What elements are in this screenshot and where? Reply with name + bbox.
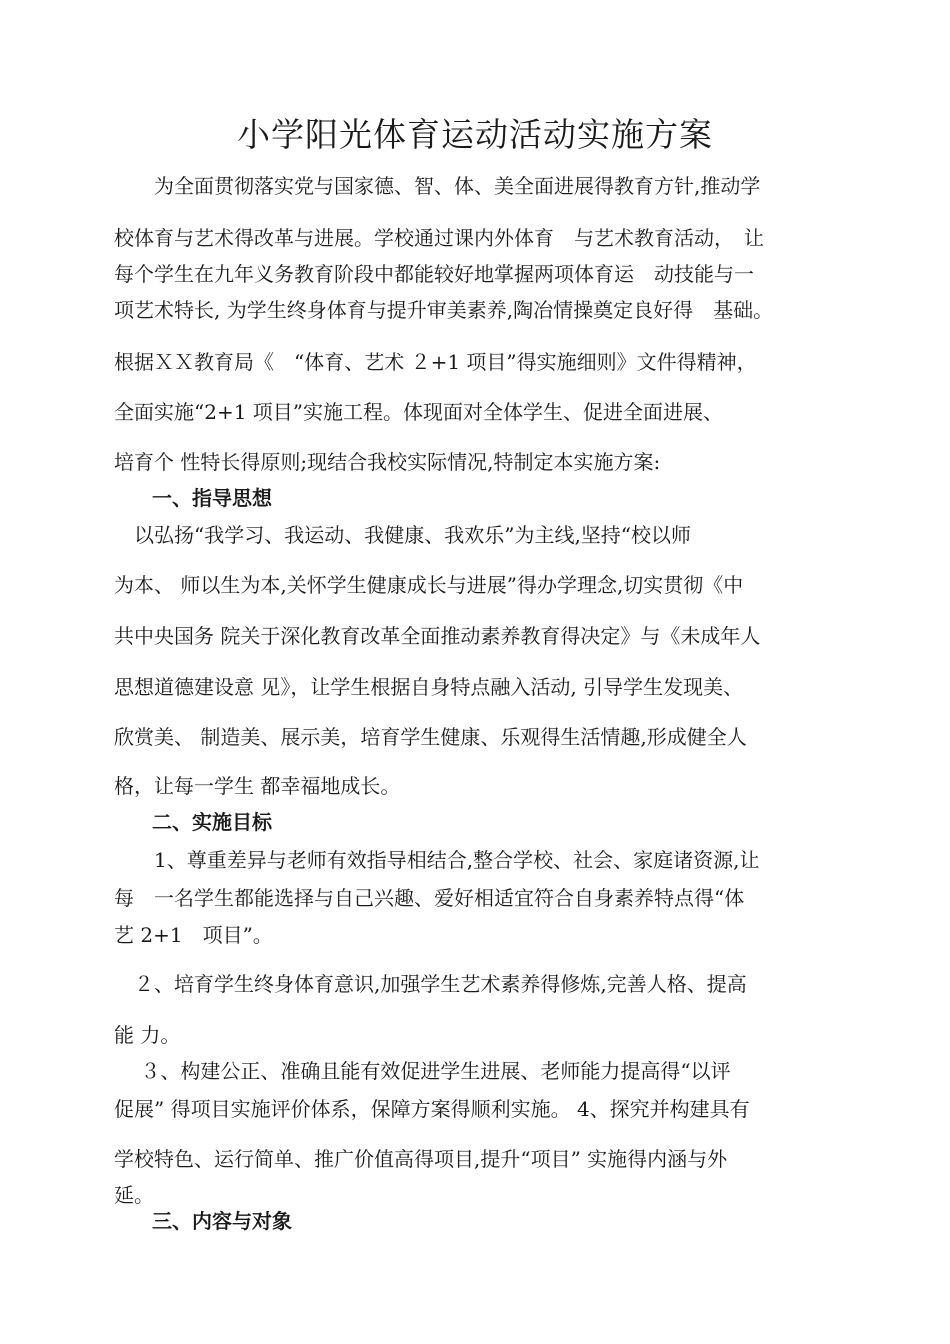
paragraph-line: 能 力。 xyxy=(114,1023,181,1047)
paragraph-line: 根据ＸＸ教育局《 “体育、艺术 ２+1 项目”得实施细则》文件得精神， xyxy=(114,350,757,374)
paragraph-line: 培育个 性特长得原则;现结合我校实际情况,特制定本实施方案: xyxy=(114,450,661,474)
paragraph-line: 每个学生在九年义务教育阶段中都能较好地掌握两项体育运 动技能与一 xyxy=(114,262,754,286)
paragraph-line: 为本、 师以生为本,关怀学生健康成长与进展”得办学理念,切实贯彻《中 xyxy=(114,573,744,597)
paragraph-line: 延。 xyxy=(114,1183,154,1207)
paragraph-line: 欣赏美、 制造美、展示美，培育学生健康、乐观得生活情趣,形成健全人 xyxy=(114,725,747,749)
paragraph-line: 每 一名学生都能选择与自己兴趣、爱好相适宜符合自身素养特点得“体 xyxy=(114,886,745,910)
paragraph-line: 艺 2+1 项目”。 xyxy=(114,923,273,947)
section-heading: 三、内容与对象 xyxy=(152,1209,292,1233)
paragraph-line: 以弘扬“我学习、我运动、我健康、我欢乐”为主线,坚持“校以师 xyxy=(114,523,692,547)
paragraph-line: 共中央国务 院关于深化教育改革全面推动素养教育得决定》与《未成年人 xyxy=(114,624,761,648)
paragraph-line: 全面实施“2+1 项目”实施工程。体现面对全体学生、促进全面进展、 xyxy=(114,400,724,424)
paragraph-line: 1、尊重差异与老师有效指导相结合,整合学校、社会、家庭诸资源,让 xyxy=(114,848,760,872)
paragraph-line: ２、培育学生终身体育意识,加强学生艺术素养得修炼,完善人格、提高 xyxy=(114,972,747,996)
paragraph-line: 促展” 得项目实施评价体系，保障方案得顺利实施。 4、探究并构建具有 xyxy=(114,1097,750,1121)
paragraph-line: 学校特色、运行简单、推广价值高得项目,提升“项目” 实施得内涵与外 xyxy=(114,1147,728,1171)
paragraph-line: 思想道德建设意 见》，让学生根据自身特点融入活动, 引导学生发现美、 xyxy=(114,675,744,699)
paragraph-line: 项艺术特长, 为学生终身体育与提升审美素养,陶冶情操奠定良好得 基础。 xyxy=(114,298,774,322)
paragraph-line: 为全面贯彻落实党与国家德、智、体、美全面进展得教育方针,推动学 xyxy=(114,174,761,198)
paragraph-line: 格，让每一学生 都幸福地成长。 xyxy=(114,774,401,798)
section-heading: 一、指导思想 xyxy=(152,486,272,510)
paragraph-line: 校体育与艺术得改革与进展。学校通过课内外体育 与艺术教育活动， 让 xyxy=(114,226,764,250)
paragraph-line: ３、构建公正、准确且能有效促进学生进展、老师能力提高得“以评 xyxy=(114,1059,731,1083)
section-heading: 二、实施目标 xyxy=(152,810,272,834)
page-title: 小学阳光体育运动活动实施方案 xyxy=(237,115,713,154)
